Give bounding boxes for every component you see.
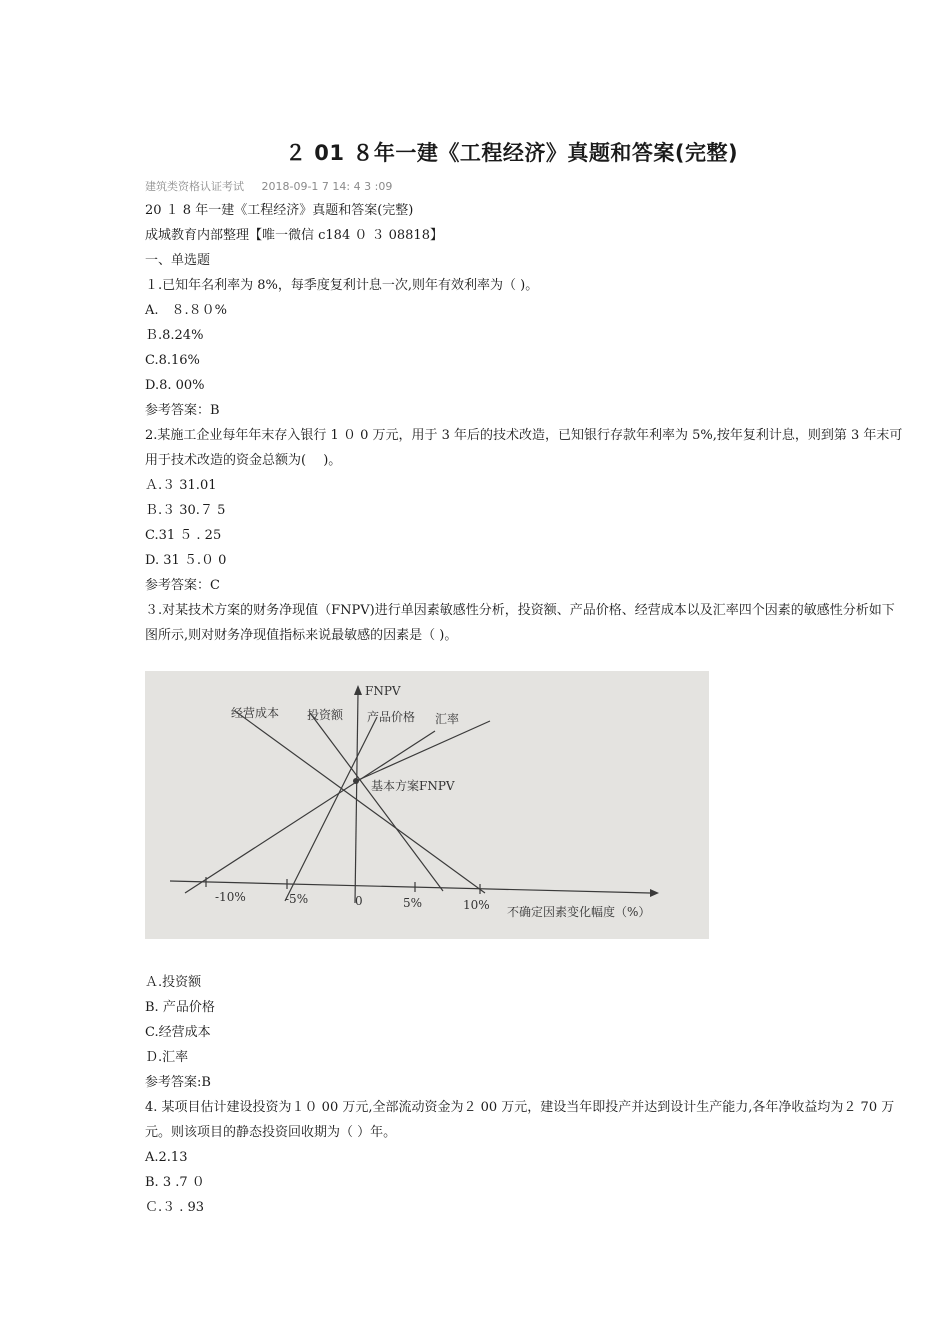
meta-time: 2018-09-1 7 14: 4 3 :09 xyxy=(261,180,393,193)
line-product-price xyxy=(285,717,377,901)
article-meta xyxy=(145,178,392,194)
content-part-2 xyxy=(145,970,905,1220)
sensitivity-diagram xyxy=(145,671,709,939)
question-4-option-c: Ｃ.３ . 93 xyxy=(145,1200,205,1215)
section-heading: 一、单选题 xyxy=(145,253,211,268)
question-1-option-b: Ｂ.8.24% xyxy=(145,328,204,343)
question-4-stem: 4. 某项目估计建设投资为１０ 00 万元,全部流动资金为２ 00 万元，建设当年即投产并达到设计生产能力,各年净收益均为２ 70 万元。则该项目的静态投资回收期为（ ）年。 xyxy=(145,1100,895,1140)
document-title: ２ 01 ８年一建《工程经济》真题和答案(完整) xyxy=(285,141,739,165)
question-1-option-a: A. ８.８０% xyxy=(145,303,228,318)
intro-line: 成城教育内部整理【唯一微信 c184 ０ ３ 08818】 xyxy=(145,228,443,243)
line-label-product-price: 产品价格 xyxy=(367,710,416,724)
tick-label: 0 xyxy=(355,894,363,908)
question-2-answer: 参考答案：C xyxy=(145,578,220,593)
question-2-option-d: D. 31 ５.０ 0 xyxy=(145,553,227,568)
question-1-stem: １.已知年名利率为 8%，每季度复利计息一次,则年有效利率为（ )。 xyxy=(145,278,539,293)
y-axis-label: FNPV xyxy=(365,684,401,698)
x-axis-arrow xyxy=(650,889,659,897)
line-label-exchange-rate: 汇率 xyxy=(435,712,460,726)
sensitivity-figure xyxy=(145,671,709,939)
question-1-option-c: C.8.16% xyxy=(145,353,200,368)
content-part-1 xyxy=(145,198,905,648)
base-point xyxy=(353,778,359,784)
y-axis-arrow xyxy=(354,685,362,695)
question-3-answer: 参考答案:B xyxy=(145,1075,211,1090)
line-investment xyxy=(310,713,443,891)
base-point-label: 基本方案FNPV xyxy=(371,779,455,793)
intro-line: 20 １ 8 年一建《工程经济》真题和答案(完整) xyxy=(145,203,414,218)
question-3-stem: ３.对某技术方案的财务净现值（FNPV)进行单因素敏感性分析，投资额、产品价格、经营成本以及汇率四个因素的敏感性分析如下图所示,则对财务净现值指标来说最敏感的因素是（ )。 xyxy=(145,603,895,643)
tick-label: 5% xyxy=(403,896,423,910)
x-axis-label: 不确定因素变化幅度（%） xyxy=(507,905,651,919)
question-3-option-a: Ａ.投资额 xyxy=(145,975,202,990)
question-2-option-a: Ａ.３ 31.01 xyxy=(145,478,217,493)
question-1-answer: 参考答案：B xyxy=(145,403,220,418)
line-label-investment: 投资额 xyxy=(307,708,344,722)
question-3-option-d: Ｄ.汇率 xyxy=(145,1050,189,1065)
meta-source: 建筑类资格认证考试 xyxy=(145,180,244,193)
question-1-option-d: D.8. 00% xyxy=(145,378,205,393)
line-label-operating-cost: 经营成本 xyxy=(231,706,280,720)
line-exchange-rate xyxy=(185,731,435,893)
line-operating-cost xyxy=(235,711,485,893)
question-3-option-c: C.经营成本 xyxy=(145,1025,211,1040)
tick-label: -5% xyxy=(285,892,309,906)
question-4-option-b: B. 3 .7 ０ xyxy=(145,1175,205,1190)
question-2-option-b: Ｂ.３ 30.７ 5 xyxy=(145,503,226,518)
question-4-option-a: A.2.13 xyxy=(145,1150,188,1165)
question-2-stem: 2.某施工企业每年年末存入银行 1 ０ 0 万元，用于 3 年后的技术改造，已知银行存款年利率为 5%,按年复利计息，则到第 3 年末可用于技术改造的资金总额为( )。 xyxy=(145,428,903,468)
tick-label: -10% xyxy=(215,890,246,904)
question-2-option-c: C.31 ５ . 25 xyxy=(145,528,222,543)
line-upper-extension xyxy=(356,721,490,781)
tick-label: 10% xyxy=(463,898,490,912)
question-3-option-b: B. 产品价格 xyxy=(145,1000,215,1015)
